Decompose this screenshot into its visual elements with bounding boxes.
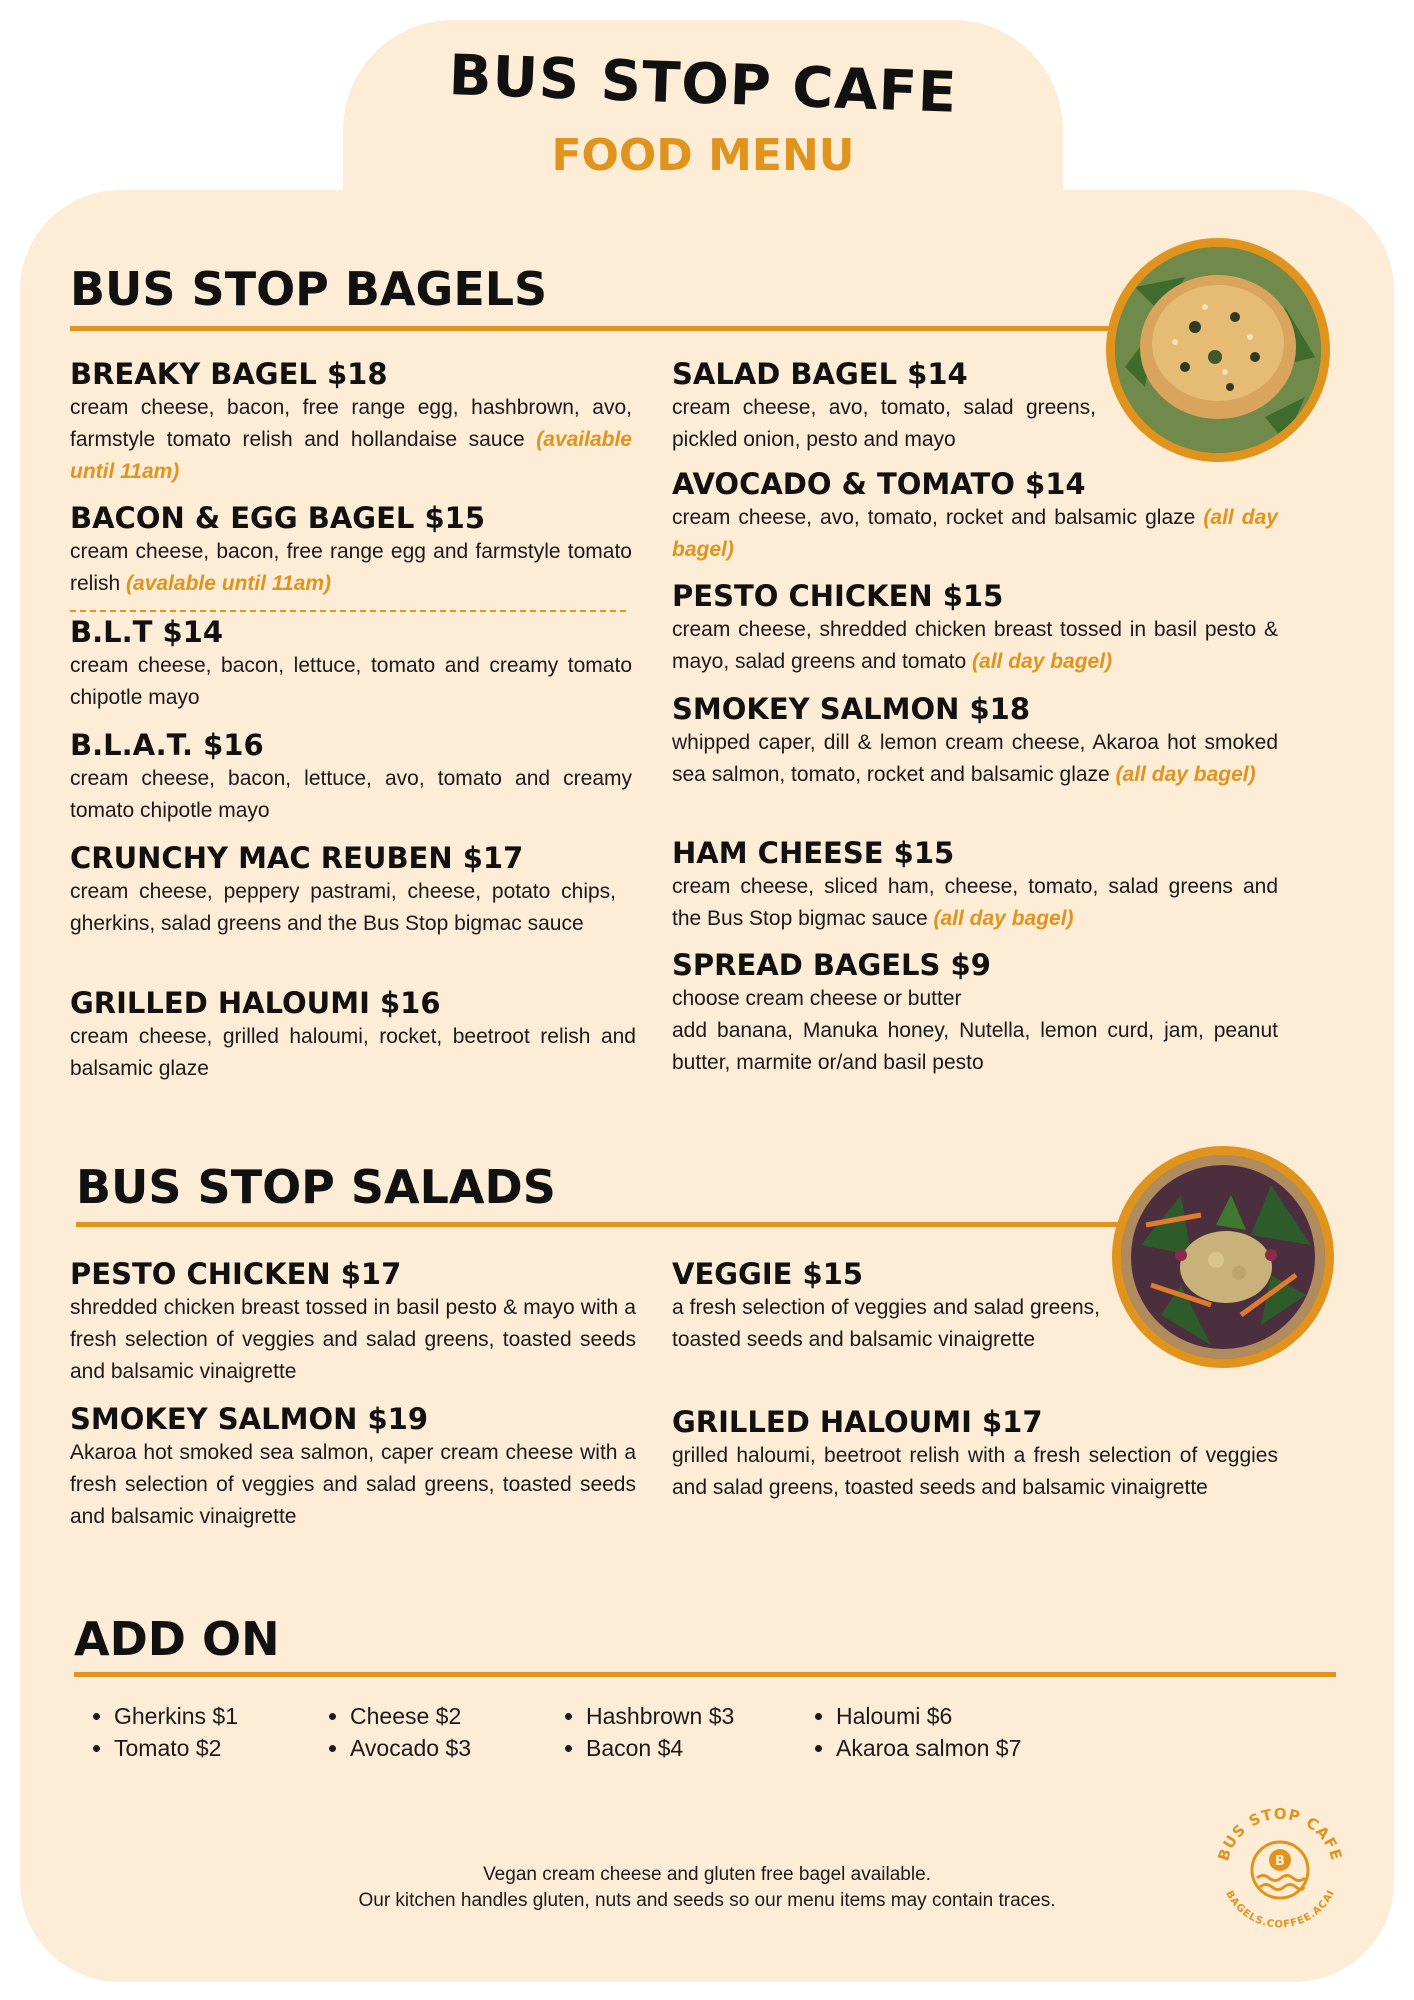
logo-top-text: BUS STOP CAFE — [1214, 1804, 1346, 1864]
item-description: cream cheese, grilled haloumi, rocket, beetroot relish and balsamic glaze — [70, 1025, 636, 1080]
menu-item-spread-bagels — [672, 947, 1278, 1079]
item-name: AVOCADO & TOMATO $14 — [672, 467, 1086, 501]
item-name: GRILLED HALOUMI $16 — [70, 986, 441, 1020]
item-name: SPREAD BAGELS $9 — [672, 948, 991, 982]
footer-note — [180, 1862, 1234, 1914]
addon-column — [564, 1700, 734, 1764]
item-description: choose cream cheese or butter — [672, 987, 962, 1010]
item-description-text: cream cheese, avo, tomato, rocket and balsamic glaze — [672, 506, 1196, 529]
availability-note: (all day bagel) — [933, 907, 1074, 930]
menu-item-ham-cheese — [672, 835, 1278, 935]
menu-item-salad-bagel — [672, 356, 1096, 456]
availability-note: (avalable until 11am) — [126, 572, 332, 595]
addon-column — [814, 1700, 1021, 1764]
menu-item-smokey-salmon-salad — [70, 1401, 636, 1533]
item-name: HAM CHEESE $15 — [672, 836, 955, 870]
item-name: PESTO CHICKEN $15 — [672, 579, 1004, 613]
item-description: Akaroa hot smoked sea salmon, caper cream cheese with a fresh selection of veggies and salad greens, toasted seeds and balsamic vinaigrette — [70, 1441, 636, 1528]
item-name: CRUNCHY MAC REUBEN $17 — [70, 841, 524, 875]
item-description-text: cream cheese, sliced ham, cheese, tomato, salad greens and the Bus Stop bigmac sauce — [672, 875, 1278, 930]
addon-item: • Hashbrown $3 — [586, 1700, 734, 1732]
bagel-photo — [1106, 238, 1330, 462]
item-description: shredded chicken breast tossed in basil pesto & mayo with a fresh selection of veggies and salad greens, toasted seeds and balsamic vinaigrette — [70, 1296, 636, 1383]
menu-item-blt — [70, 614, 632, 714]
item-description-text: cream cheese, bacon, free range egg and farmstyle tomato relish — [70, 540, 632, 595]
addon-item: • Gherkins $1 — [114, 1700, 238, 1732]
addon-column — [328, 1700, 471, 1764]
salad-photo — [1112, 1146, 1334, 1368]
addons-heading: ADD ON — [74, 1612, 280, 1666]
menu-item-veggie-salad — [672, 1256, 1100, 1356]
menu-item-pesto-chicken-bagel — [672, 578, 1278, 678]
item-description-extras: add banana, Manuka honey, Nutella, lemon curd, jam, peanut butter, marmite or/and basil pesto — [672, 1019, 1278, 1074]
svg-text:BAGELS.COFFEE.ACAI — [1223, 1889, 1337, 1930]
item-name: B.L.A.T. $16 — [70, 728, 264, 762]
item-name: B.L.T $14 — [70, 615, 224, 649]
item-name: BREAKY BAGEL $18 — [70, 357, 388, 391]
item-name: SALAD BAGEL $14 — [672, 357, 968, 391]
logo-bottom-text: BAGELS.COFFEE.ACAI — [1223, 1889, 1337, 1931]
item-description-text: whipped caper, dill & lemon cream cheese, Akaroa hot smoked sea salmon, tomato, rocket and balsamic glaze — [672, 731, 1278, 786]
item-description-text: cream cheese, bacon, free range egg, hashbrown, avo, farmstyle tomato relish and hollandaise sauce — [70, 396, 632, 451]
addon-item: • Haloumi $6 — [836, 1700, 1021, 1732]
dashed-divider — [70, 610, 626, 612]
addon-item: • Cheese $2 — [350, 1700, 471, 1732]
item-description: cream cheese, peppery pastrami, cheese, potato chips, gherkins, salad greens and the Bus Stop bigmac sauce — [70, 880, 616, 935]
availability-note: (available until 11am) — [70, 428, 632, 483]
availability-note: (all day bagel) — [1115, 763, 1256, 786]
item-description: cream cheese, avo, tomato, salad greens, pickled onion, pesto and mayo — [672, 396, 1096, 451]
item-description — [70, 536, 632, 600]
item-description — [70, 392, 632, 488]
item-description: cream cheese, bacon, lettuce, tomato and creamy tomato chipotle mayo — [70, 654, 632, 709]
bagels-heading-rule — [70, 326, 1120, 331]
salads-heading: BUS STOP SALADS — [76, 1160, 556, 1214]
item-description — [672, 871, 1278, 935]
menu-item-grilled-haloumi-bagel — [70, 985, 636, 1085]
item-description — [672, 502, 1278, 566]
item-description — [672, 614, 1278, 678]
footer-line: Vegan cream cheese and gluten free bagel available. — [483, 1864, 931, 1885]
salads-heading-rule — [76, 1222, 1122, 1227]
addon-item: • Avocado $3 — [350, 1732, 471, 1764]
item-name: BACON & EGG BAGEL $15 — [70, 501, 486, 535]
item-description: cream cheese, bacon, lettuce, avo, tomato and creamy tomato chipotle mayo — [70, 767, 632, 822]
menu-item-grilled-haloumi-salad — [672, 1404, 1278, 1504]
addon-item: • Akaroa salmon $7 — [836, 1732, 1021, 1764]
addon-item: • Tomato $2 — [114, 1732, 238, 1764]
logo-letter: B — [1275, 1854, 1285, 1869]
item-description — [672, 727, 1278, 791]
availability-note: (all day bagel) — [972, 650, 1113, 673]
item-name: GRILLED HALOUMI $17 — [672, 1405, 1043, 1439]
bagels-heading: BUS STOP BAGELS — [70, 262, 548, 316]
item-name: VEGGIE $15 — [672, 1257, 864, 1291]
item-name: PESTO CHICKEN $17 — [70, 1257, 402, 1291]
cafe-logo — [1205, 1790, 1355, 1940]
item-description: grilled haloumi, beetroot relish with a fresh selection of veggies and salad greens, toasted seeds and balsamic vinaigrette — [672, 1444, 1278, 1499]
menu-item-crunchy-mac-reuben — [70, 840, 616, 940]
addon-item: • Bacon $4 — [586, 1732, 734, 1764]
addons-heading-rule — [74, 1672, 1336, 1677]
item-description: a fresh selection of veggies and salad greens, toasted seeds and balsamic vinaigrette — [672, 1296, 1100, 1351]
menu-title: FOOD MENU — [551, 130, 855, 181]
menu-item-smokey-salmon-bagel — [672, 691, 1278, 791]
menu-item-bacon-egg-bagel — [70, 500, 632, 600]
menu-item-avocado-tomato — [672, 466, 1278, 566]
menu-item-pesto-chicken-salad — [70, 1256, 636, 1388]
menu-item-breaky-bagel — [70, 356, 632, 488]
item-name: SMOKEY SALMON $18 — [672, 692, 1030, 726]
item-description-text: cream cheese, shredded chicken breast tossed in basil pesto & mayo, salad greens and tomato — [672, 618, 1278, 673]
cafe-name: BUS STOP CAFE — [447, 43, 959, 126]
addon-column — [92, 1700, 238, 1764]
footer-line: Our kitchen handles gluten, nuts and seeds so our menu items may contain traces. — [358, 1890, 1056, 1911]
item-name: SMOKEY SALMON $19 — [70, 1402, 428, 1436]
menu-item-blat — [70, 727, 632, 827]
availability-note: (all day bagel) — [672, 506, 1278, 561]
